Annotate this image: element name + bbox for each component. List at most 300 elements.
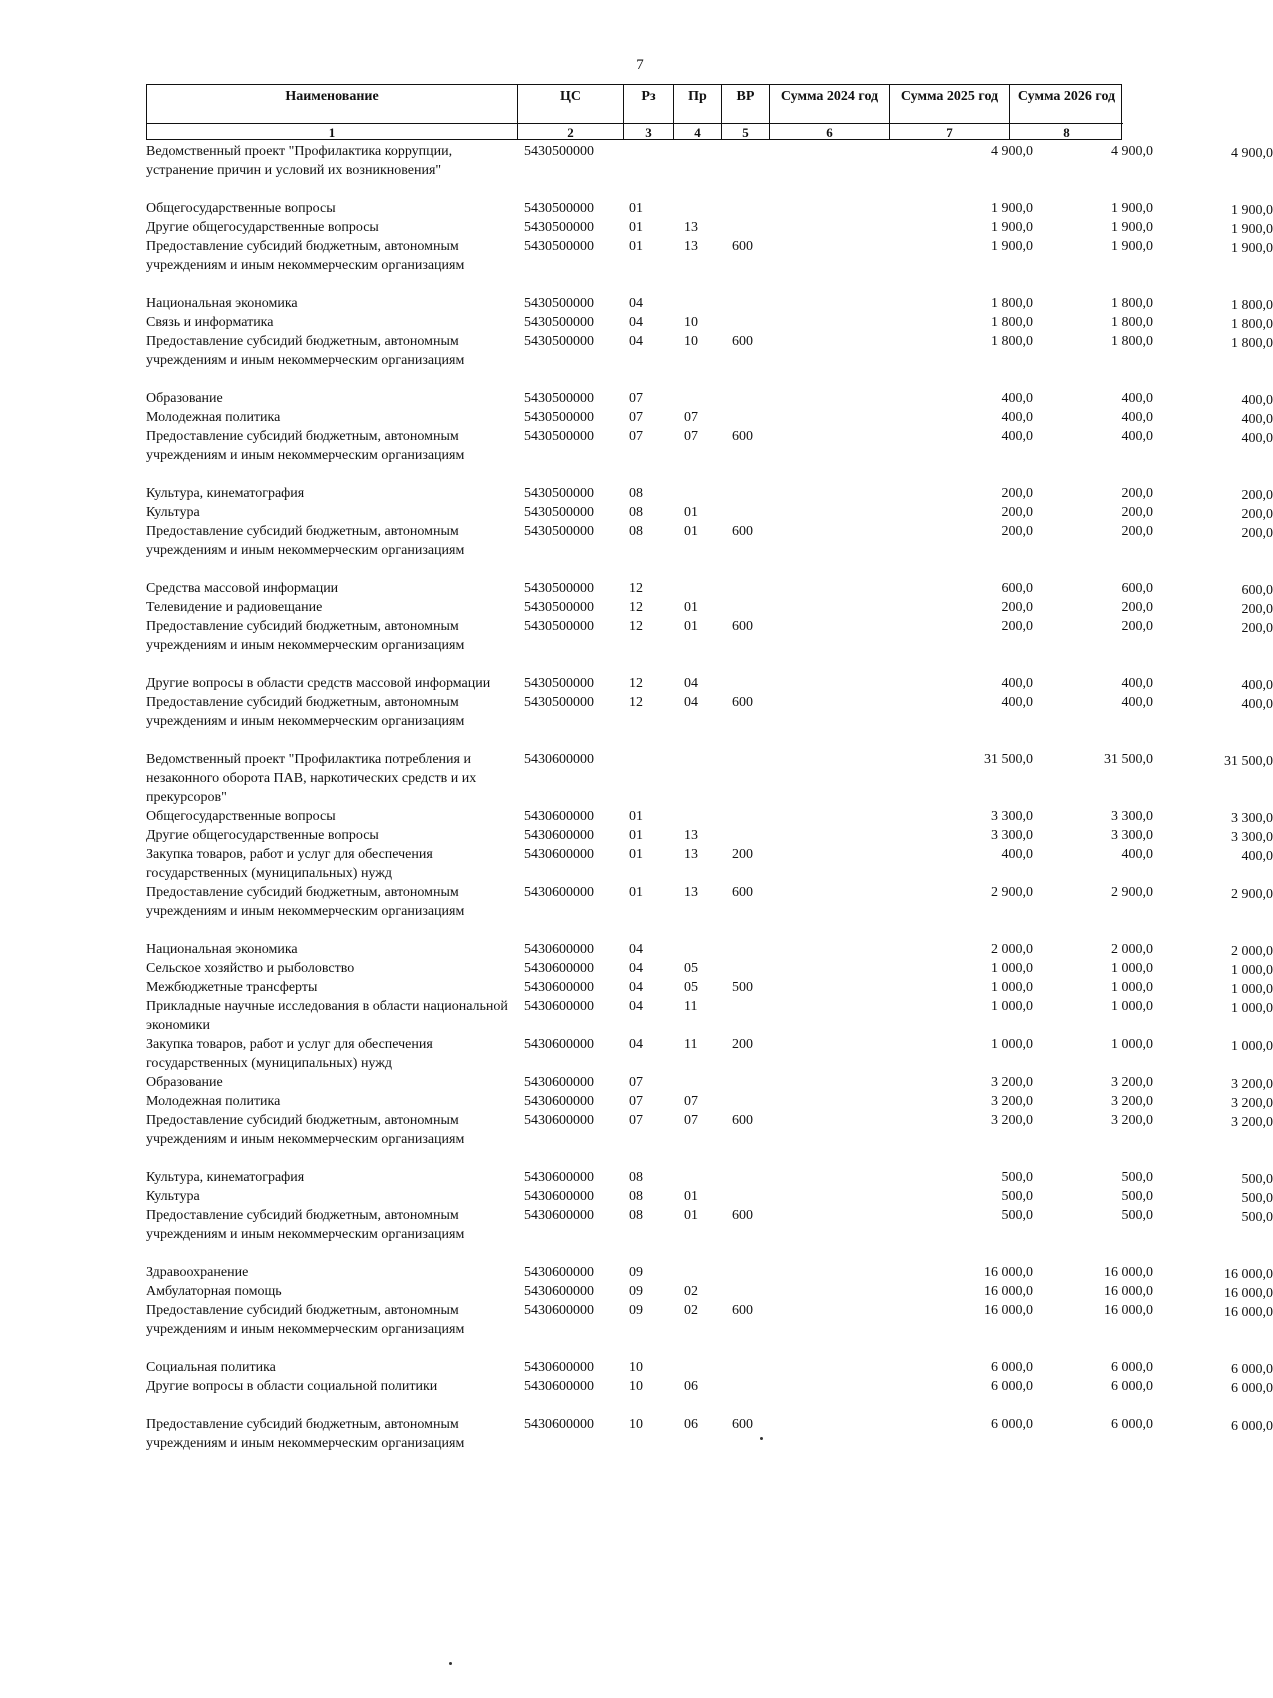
row-sum-2025: 400,0 [1121,695,1153,710]
row-sum-2026: 200,0 [1241,507,1273,522]
row-pr: 13 [684,847,698,862]
row-rz: 08 [629,1170,643,1185]
row-name: Другие общегосударственные вопросы [146,220,379,235]
row-sum-2024: 200,0 [1001,524,1033,539]
table-row [146,1301,1273,1339]
row-sum-2025: 400,0 [1121,847,1153,862]
row-rz: 01 [629,239,643,254]
row-cs: 5430600000 [524,885,594,900]
row-name: Молодежная политика [146,1094,281,1109]
row-pr: 13 [684,828,698,843]
table-body [146,142,1273,1453]
row-sum-2026: 600,0 [1241,583,1273,598]
row-cs: 5430600000 [524,1075,594,1090]
table-row [146,845,1273,883]
row-rz: 08 [629,505,643,520]
row-name: Предоставление субсидий бюджетным, автономным учреждениям и иным некоммерческим организациям [146,695,465,729]
row-rz: 07 [629,1094,643,1109]
table-row [146,617,1273,655]
row-cs: 5430500000 [524,201,594,216]
header-number: 1 [328,125,336,140]
table-row [146,1187,1273,1206]
row-name: Связь и информатика [146,315,274,330]
row-sum-2026: 1 000,0 [1231,963,1273,978]
row-rz: 09 [629,1303,643,1318]
header-number: 2 [567,125,574,140]
row-sum-2025: 1 800,0 [1111,296,1153,311]
table-row [146,1358,1273,1377]
row-sum-2025: 200,0 [1121,600,1153,615]
row-sum-2024: 600,0 [1001,581,1033,596]
row-sum-2025: 200,0 [1121,505,1153,520]
row-name: Культура [146,1189,200,1204]
row-cs: 5430500000 [524,410,594,425]
row-name: Здравоохранение [146,1265,249,1280]
row-rz: 04 [629,961,643,976]
row-cs: 5430500000 [524,695,594,710]
row-pr: 13 [684,220,698,235]
header-number: 7 [946,125,953,140]
row-sum-2025: 1 800,0 [1111,334,1153,349]
table-row [146,674,1273,693]
row-cs: 5430500000 [524,239,594,254]
row-name: Телевидение и радиовещание [146,600,323,615]
row-sum-2025: 400,0 [1121,676,1153,691]
table-row [146,313,1273,332]
row-pr: 01 [684,1189,698,1204]
row-sum-2026: 3 300,0 [1231,830,1273,845]
header-label: Сумма 2025 год [900,89,999,104]
row-cs: 5430500000 [524,391,594,406]
row-name: Средства массовой информации [146,581,339,596]
row-sum-2025: 1 000,0 [1111,1037,1153,1052]
row-cs: 5430600000 [524,1189,594,1204]
row-sum-2025: 500,0 [1121,1208,1153,1223]
row-sum-2024: 400,0 [1001,847,1033,862]
row-sum-2026: 16 000,0 [1224,1286,1273,1301]
row-vr: 200 [732,847,753,862]
row-cs: 5430600000 [524,1303,594,1318]
row-sum-2026: 400,0 [1241,393,1273,408]
row-sum-2024: 3 300,0 [991,828,1033,843]
row-rz: 08 [629,524,643,539]
row-sum-2024: 3 200,0 [991,1113,1033,1128]
row-name: Предоставление субсидий бюджетным, автономным учреждениям и иным некоммерческим организациям [146,885,465,919]
row-rz: 01 [629,809,643,824]
row-sum-2026: 400,0 [1241,697,1273,712]
row-sum-2025: 200,0 [1121,619,1153,634]
row-rz: 07 [629,1113,643,1128]
row-rz: 04 [629,334,643,349]
row-name: Общегосударственные вопросы [146,809,336,824]
row-sum-2026: 6 000,0 [1231,1362,1273,1377]
row-pr: 01 [684,524,698,539]
table-row [146,218,1273,237]
table-row [146,807,1273,826]
row-cs: 5430500000 [524,676,594,691]
row-pr: 13 [684,239,698,254]
row-cs: 5430500000 [524,600,594,615]
row-sum-2024: 1 000,0 [991,1037,1033,1052]
row-cs: 5430500000 [524,220,594,235]
row-cs: 5430600000 [524,1037,594,1052]
table-row [146,959,1273,978]
row-vr: 600 [732,1208,753,1223]
row-vr: 500 [732,980,753,995]
row-sum-2026: 500,0 [1241,1172,1273,1187]
row-sum-2024: 200,0 [1001,505,1033,520]
row-rz: 01 [629,220,643,235]
header-label: Сумма 2026 год [1017,89,1116,104]
row-name: Ведомственный проект "Профилактика коррупции, устранение причин и условий их возникновения" [146,144,453,178]
row-cs: 5430500000 [524,429,594,444]
row-cs: 5430600000 [524,980,594,995]
row-rz: 01 [629,201,643,216]
row-sum-2024: 6 000,0 [991,1379,1033,1394]
page-number: 7 [636,57,644,73]
row-sum-2026: 200,0 [1241,526,1273,541]
row-sum-2024: 1 800,0 [991,334,1033,349]
row-vr: 600 [732,524,753,539]
row-sum-2024: 3 200,0 [991,1094,1033,1109]
row-sum-2024: 1 800,0 [991,315,1033,330]
row-sum-2024: 1 900,0 [991,201,1033,216]
table-row [146,598,1273,617]
header-label: Пр [688,89,707,104]
header-cell-pr [673,85,721,139]
row-sum-2024: 200,0 [1001,486,1033,501]
row-name: Культура, кинематография [146,486,305,501]
row-pr: 01 [684,1208,698,1223]
row-name: Культура [146,505,200,520]
row-pr: 06 [684,1417,698,1432]
row-name: Другие вопросы в области средств массовой информации [146,676,491,691]
row-cs: 5430600000 [524,942,594,957]
row-sum-2024: 16 000,0 [984,1284,1033,1299]
row-cs: 5430600000 [524,809,594,824]
row-sum-2026: 200,0 [1241,602,1273,617]
row-cs: 5430500000 [524,505,594,520]
row-rz: 10 [629,1417,643,1432]
row-sum-2026: 6 000,0 [1231,1381,1273,1396]
row-sum-2025: 3 200,0 [1111,1113,1153,1128]
row-rz: 12 [629,619,643,634]
row-sum-2024: 400,0 [1001,695,1033,710]
row-pr: 11 [684,999,698,1014]
row-sum-2025: 31 500,0 [1104,752,1153,767]
row-sum-2026: 400,0 [1241,431,1273,446]
row-sum-2025: 400,0 [1121,391,1153,406]
row-name: Закупка товаров, работ и услуг для обеспечения государственных (муниципальных) нужд [146,847,433,881]
row-vr: 600 [732,239,753,254]
table-row [146,1168,1273,1187]
row-sum-2026: 4 900,0 [1231,146,1273,161]
table-row [146,1206,1273,1244]
row-pr: 05 [684,980,698,995]
row-pr: 07 [684,429,698,444]
row-rz: 07 [629,410,643,425]
row-rz: 12 [629,695,643,710]
table-row [146,389,1273,408]
row-sum-2025: 1 000,0 [1111,961,1153,976]
table-row [146,750,1273,807]
row-sum-2025: 3 200,0 [1111,1075,1153,1090]
row-sum-2026: 3 200,0 [1231,1115,1273,1130]
header-cell-name [147,85,517,139]
row-cs: 5430600000 [524,961,594,976]
table-row [146,1415,1273,1453]
table-row [146,332,1273,370]
row-cs: 5430600000 [524,1360,594,1375]
row-name: Другие вопросы в области социальной политики [146,1379,438,1394]
row-sum-2026: 3 300,0 [1231,811,1273,826]
row-sum-2025: 1 900,0 [1111,201,1153,216]
row-sum-2025: 6 000,0 [1111,1360,1153,1375]
table-row [146,1377,1273,1396]
row-name: Предоставление субсидий бюджетным, автономным учреждениям и иным некоммерческим организациям [146,619,465,653]
row-name: Прикладные научные исследования в области национальной экономики [146,999,508,1033]
row-name: Национальная экономика [146,296,298,311]
row-pr: 05 [684,961,698,976]
row-rz: 07 [629,1075,643,1090]
row-name: Предоставление субсидий бюджетным, автономным учреждениям и иным некоммерческим организациям [146,239,465,273]
row-pr: 10 [684,315,698,330]
row-pr: 02 [684,1303,698,1318]
row-sum-2026: 400,0 [1241,849,1273,864]
row-cs: 5430500000 [524,486,594,501]
header-number: 5 [742,125,749,140]
row-vr: 600 [732,429,753,444]
row-sum-2026: 1 900,0 [1231,203,1273,218]
table-row [146,484,1273,503]
table-row [146,978,1273,997]
row-sum-2024: 1 900,0 [991,220,1033,235]
row-name: Сельское хозяйство и рыболовство [146,961,355,976]
row-sum-2024: 1 000,0 [991,999,1033,1014]
row-cs: 5430500000 [524,334,594,349]
row-vr: 600 [732,1417,753,1432]
row-name: Ведомственный проект "Профилактика потребления и незаконного оборота ПАВ, наркотических средств и их прекурсоров" [146,752,477,805]
row-sum-2025: 500,0 [1121,1170,1153,1185]
row-name: Предоставление субсидий бюджетным, автономным учреждениям и иным некоммерческим организациям [146,1208,465,1242]
row-name: Социальная политика [146,1360,276,1375]
row-rz: 01 [629,828,643,843]
row-sum-2024: 6 000,0 [991,1360,1033,1375]
row-sum-2024: 200,0 [1001,600,1033,615]
row-pr: 07 [684,1094,698,1109]
row-sum-2025: 400,0 [1121,429,1153,444]
row-sum-2024: 1 900,0 [991,239,1033,254]
table-row [146,1111,1273,1149]
row-sum-2024: 500,0 [1001,1170,1033,1185]
row-cs: 5430600000 [524,1284,594,1299]
row-sum-2025: 500,0 [1121,1189,1153,1204]
header-cell-rz [623,85,673,139]
row-sum-2025: 2 000,0 [1111,942,1153,957]
row-rz: 04 [629,296,643,311]
row-sum-2024: 16 000,0 [984,1265,1033,1280]
row-sum-2024: 6 000,0 [991,1417,1033,1432]
row-name: Молодежная политика [146,410,281,425]
row-vr: 200 [732,1037,753,1052]
row-sum-2025: 1 800,0 [1111,315,1153,330]
header-number: 4 [694,125,701,140]
row-rz: 07 [629,429,643,444]
table-row [146,1073,1273,1092]
row-sum-2024: 500,0 [1001,1208,1033,1223]
row-sum-2025: 16 000,0 [1104,1303,1153,1318]
row-cs: 5430600000 [524,752,594,767]
table-row [146,940,1273,959]
row-sum-2025: 3 300,0 [1111,809,1153,824]
row-vr: 600 [732,1303,753,1318]
row-sum-2025: 600,0 [1121,581,1153,596]
row-name: Предоставление субсидий бюджетным, автономным учреждениям и иным некоммерческим организациям [146,1303,465,1337]
row-cs: 5430600000 [524,1170,594,1185]
header-label: ЦС [560,89,581,104]
row-sum-2025: 3 300,0 [1111,828,1153,843]
row-sum-2026: 1 800,0 [1231,298,1273,313]
table-header [146,84,1122,140]
row-rz: 12 [629,676,643,691]
row-name: Межбюджетные трансферты [146,980,318,995]
row-sum-2024: 1 000,0 [991,980,1033,995]
row-sum-2024: 200,0 [1001,619,1033,634]
header-label: Рз [641,89,656,104]
row-sum-2026: 400,0 [1241,412,1273,427]
row-sum-2026: 2 000,0 [1231,944,1273,959]
row-pr: 01 [684,505,698,520]
row-pr: 01 [684,600,698,615]
row-sum-2025: 200,0 [1121,524,1153,539]
row-rz: 07 [629,391,643,406]
row-sum-2026: 1 000,0 [1231,1001,1273,1016]
row-vr: 600 [732,619,753,634]
row-sum-2026: 1 800,0 [1231,317,1273,332]
row-vr: 600 [732,885,753,900]
row-sum-2026: 1 800,0 [1231,336,1273,351]
row-rz: 01 [629,885,643,900]
table-row [146,693,1273,731]
table-row [146,579,1273,598]
table-row [146,294,1273,313]
table-row [146,1035,1273,1073]
row-sum-2024: 16 000,0 [984,1303,1033,1318]
row-sum-2024: 1 000,0 [991,961,1033,976]
row-sum-2026: 16 000,0 [1224,1267,1273,1282]
row-cs: 5430500000 [524,296,594,311]
row-sum-2024: 400,0 [1001,429,1033,444]
row-rz: 10 [629,1360,643,1375]
header-label: ВР [736,89,755,104]
row-pr: 11 [684,1037,698,1052]
row-sum-2026: 6 000,0 [1231,1419,1273,1434]
table-row [146,1263,1273,1282]
row-sum-2024: 400,0 [1001,410,1033,425]
header-label: Сумма 2024 год [780,89,879,104]
row-pr: 06 [684,1379,698,1394]
row-sum-2026: 1 000,0 [1231,982,1273,997]
row-sum-2025: 1 900,0 [1111,239,1153,254]
row-cs: 5430600000 [524,828,594,843]
row-sum-2026: 200,0 [1241,621,1273,636]
row-sum-2025: 4 900,0 [1111,144,1153,159]
table-row [146,237,1273,275]
row-sum-2025: 3 200,0 [1111,1094,1153,1109]
row-sum-2026: 3 200,0 [1231,1096,1273,1111]
row-rz: 09 [629,1284,643,1299]
row-sum-2026: 500,0 [1241,1191,1273,1206]
scan-speck [449,1662,452,1665]
row-sum-2025: 1 900,0 [1111,220,1153,235]
row-name: Предоставление субсидий бюджетным, автономным учреждениям и иным некоммерческим организациям [146,524,465,558]
row-sum-2026: 1 900,0 [1231,241,1273,256]
row-name: Образование [146,1075,223,1090]
row-name: Предоставление субсидий бюджетным, автономным учреждениям и иным некоммерческим организациям [146,334,465,368]
header-cell-cs [517,85,623,139]
row-rz: 04 [629,980,643,995]
header-cell-vr [721,85,769,139]
row-rz: 04 [629,1037,643,1052]
row-sum-2024: 400,0 [1001,676,1033,691]
header-label: Наименование [285,89,379,104]
row-rz: 12 [629,581,643,596]
row-rz: 09 [629,1265,643,1280]
row-sum-2026: 31 500,0 [1224,754,1273,769]
header-number: 8 [1063,125,1070,140]
row-sum-2024: 1 800,0 [991,296,1033,311]
row-cs: 5430500000 [524,315,594,330]
table-row [146,142,1273,180]
row-sum-2026: 16 000,0 [1224,1305,1273,1320]
table-row [146,408,1273,427]
row-cs: 5430600000 [524,999,594,1014]
row-sum-2025: 1 000,0 [1111,999,1153,1014]
row-cs: 5430500000 [524,581,594,596]
table-row [146,1092,1273,1111]
row-cs: 5430600000 [524,1094,594,1109]
row-sum-2024: 500,0 [1001,1189,1033,1204]
row-cs: 5430600000 [524,1379,594,1394]
row-name: Закупка товаров, работ и услуг для обеспечения государственных (муниципальных) нужд [146,1037,433,1071]
row-vr: 600 [732,334,753,349]
row-rz: 12 [629,600,643,615]
row-pr: 10 [684,334,698,349]
scan-speck [760,1437,763,1440]
header-cell-sum-2024 [769,85,889,139]
row-sum-2024: 400,0 [1001,391,1033,406]
row-sum-2024: 2 900,0 [991,885,1033,900]
row-sum-2026: 200,0 [1241,488,1273,503]
row-cs: 5430500000 [524,524,594,539]
row-name: Предоставление субсидий бюджетным, автономным учреждениям и иным некоммерческим организациям [146,1417,465,1451]
row-cs: 5430600000 [524,1417,594,1432]
row-sum-2026: 500,0 [1241,1210,1273,1225]
row-name: Национальная экономика [146,942,298,957]
row-cs: 5430600000 [524,1208,594,1223]
row-sum-2026: 3 200,0 [1231,1077,1273,1092]
row-sum-2024: 4 900,0 [991,144,1033,159]
header-number: 3 [645,125,652,140]
row-sum-2025: 16 000,0 [1104,1265,1153,1280]
row-rz: 08 [629,1189,643,1204]
table-row [146,997,1273,1035]
table-row [146,883,1273,921]
row-sum-2024: 2 000,0 [991,942,1033,957]
row-cs: 5430600000 [524,1113,594,1128]
row-rz: 04 [629,942,643,957]
row-vr: 600 [732,1113,753,1128]
